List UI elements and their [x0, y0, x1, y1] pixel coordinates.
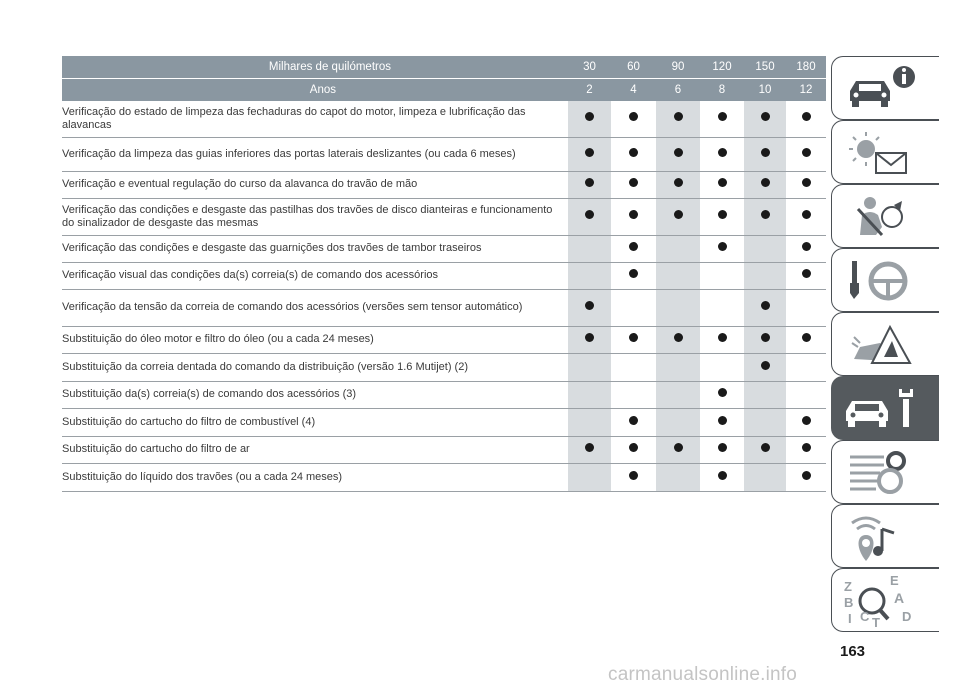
interval-cell	[611, 381, 656, 408]
table-row	[62, 353, 826, 381]
interval-cell	[656, 198, 700, 235]
warning-lights-icon	[832, 121, 940, 185]
row-description: Verificação da limpeza das guias inferiores das portas laterais deslizantes (ou cada 6 meses)	[62, 137, 568, 171]
check-dot	[585, 112, 594, 121]
check-dot	[761, 210, 770, 219]
row-description: Verificação das condições e desgaste das guarnições dos travões de tambor traseiros	[62, 235, 568, 262]
row-description: Substituição do líquido dos travões (ou a cada 24 meses)	[62, 463, 568, 491]
row-description: Substituição do cartucho do filtro de ar	[62, 436, 568, 463]
interval-cell	[700, 198, 744, 235]
interval-cell	[786, 436, 826, 463]
check-dot	[802, 443, 811, 452]
check-dot	[629, 112, 638, 121]
km-header-label: Milhares de quilómetros	[62, 56, 568, 79]
interval-cell	[656, 289, 700, 326]
interval-cell	[744, 326, 786, 353]
interval-cell	[568, 137, 611, 171]
interval-cell	[656, 262, 700, 289]
table-row	[62, 436, 826, 463]
interval-cell	[700, 463, 744, 491]
interval-cell	[656, 436, 700, 463]
check-dot	[674, 178, 683, 187]
check-dot	[761, 301, 770, 310]
check-dot	[629, 242, 638, 251]
interval-cell	[611, 137, 656, 171]
tab-car-info[interactable]	[831, 56, 939, 120]
row-description: Verificação do estado de limpeza das fechaduras do capot do motor, limpeza e lubrificação das alavancas	[62, 101, 568, 137]
row-description: Verificação e eventual regulação do curso da alavanca do travão de mão	[62, 171, 568, 198]
check-dot	[629, 269, 638, 278]
interval-cell	[700, 262, 744, 289]
row-description: Verificação das condições e desgaste das pastilhas dos travões de disco dianteiras e funcionamento do sinalizador de desgaste das mesmas	[62, 198, 568, 235]
interval-cell	[568, 326, 611, 353]
interval-cell	[656, 353, 700, 381]
interval-cell	[700, 353, 744, 381]
index-letter: I	[848, 611, 852, 626]
interval-cell	[656, 408, 700, 436]
interval-cell	[656, 326, 700, 353]
interval-cell	[744, 262, 786, 289]
year-value: 6	[656, 79, 700, 102]
interval-cell	[568, 101, 611, 137]
interval-cell	[568, 171, 611, 198]
check-dot	[718, 471, 727, 480]
index-letter: D	[902, 609, 912, 624]
interval-cell	[700, 289, 744, 326]
interval-cell	[568, 353, 611, 381]
interval-cell	[744, 408, 786, 436]
car-maintenance-icon	[832, 377, 940, 441]
year-value: 2	[568, 79, 611, 102]
check-dot	[802, 242, 811, 251]
check-dot	[802, 333, 811, 342]
index-letter: C	[860, 609, 870, 624]
tab-emergency[interactable]	[831, 312, 939, 376]
table-row	[62, 381, 826, 408]
check-dot	[718, 416, 727, 425]
table-row	[62, 262, 826, 289]
interval-cell	[700, 326, 744, 353]
check-dot	[718, 178, 727, 187]
interval-cell	[656, 381, 700, 408]
check-dot	[802, 178, 811, 187]
emergency-icon	[832, 313, 940, 377]
km-value: 30	[568, 56, 611, 79]
check-dot	[585, 301, 594, 310]
interval-cell	[700, 101, 744, 137]
check-dot	[718, 242, 727, 251]
year-value: 4	[611, 79, 656, 102]
check-dot	[718, 333, 727, 342]
years-header-row	[62, 79, 826, 102]
check-dot	[802, 210, 811, 219]
index-letter: T	[872, 615, 880, 630]
row-description: Substituição do óleo motor e filtro do óleo (ou a cada 24 meses)	[62, 326, 568, 353]
row-description: Substituição do cartucho do filtro de combustível (4)	[62, 408, 568, 436]
check-dot	[718, 443, 727, 452]
interval-cell	[656, 463, 700, 491]
technical-data-icon	[832, 441, 940, 505]
check-dot	[629, 443, 638, 452]
check-dot	[718, 148, 727, 157]
interval-cell	[611, 262, 656, 289]
check-dot	[629, 416, 638, 425]
check-dot	[674, 112, 683, 121]
check-dot	[674, 443, 683, 452]
interval-cell	[568, 436, 611, 463]
interval-cell	[656, 101, 700, 137]
check-dot	[761, 148, 770, 157]
check-dot	[802, 112, 811, 121]
interval-cell	[744, 289, 786, 326]
interval-cell	[611, 171, 656, 198]
check-dot	[629, 210, 638, 219]
interval-cell	[786, 408, 826, 436]
airbag-safety-icon	[832, 185, 940, 249]
interval-cell	[786, 101, 826, 137]
km-value: 60	[611, 56, 656, 79]
interval-cell	[700, 171, 744, 198]
interval-cell	[786, 289, 826, 326]
interval-cell	[656, 137, 700, 171]
table-row	[62, 198, 826, 235]
car-info-icon	[832, 57, 940, 121]
interval-cell	[744, 235, 786, 262]
interval-cell	[786, 463, 826, 491]
interval-cell	[568, 289, 611, 326]
km-value: 150	[744, 56, 786, 79]
interval-cell	[611, 101, 656, 137]
year-value: 10	[744, 79, 786, 102]
interval-cell	[611, 353, 656, 381]
check-dot	[802, 269, 811, 278]
interval-cell	[786, 262, 826, 289]
check-dot	[718, 210, 727, 219]
table-row	[62, 463, 826, 491]
check-dot	[761, 443, 770, 452]
check-dot	[802, 471, 811, 480]
tab-car-maintenance[interactable]	[831, 376, 939, 440]
tab-airbag-safety[interactable]	[831, 184, 939, 248]
check-dot	[802, 416, 811, 425]
km-value: 90	[656, 56, 700, 79]
year-value: 12	[786, 79, 826, 102]
years-header-label: Anos	[62, 79, 568, 102]
km-value: 120	[700, 56, 744, 79]
index-letter: A	[894, 590, 905, 606]
interval-cell	[611, 289, 656, 326]
check-dot	[674, 148, 683, 157]
interval-cell	[700, 381, 744, 408]
multimedia-icon	[832, 505, 940, 569]
page-number: 163	[840, 643, 866, 660]
interval-cell	[744, 171, 786, 198]
check-dot	[761, 361, 770, 370]
index-letter: E	[890, 573, 899, 588]
check-dot	[585, 148, 594, 157]
interval-cell	[744, 381, 786, 408]
interval-cell	[786, 353, 826, 381]
watermark: carmanualsonline.info	[608, 664, 798, 685]
interval-cell	[611, 235, 656, 262]
interval-cell	[611, 326, 656, 353]
interval-cell	[656, 235, 700, 262]
interval-cell	[568, 408, 611, 436]
row-description: Verificação visual das condições da(s) correia(s) de comando dos acessórios	[62, 262, 568, 289]
interval-cell	[744, 463, 786, 491]
interval-cell	[611, 436, 656, 463]
km-value: 180	[786, 56, 826, 79]
tab-multimedia[interactable]	[831, 504, 939, 568]
interval-cell	[700, 436, 744, 463]
check-dot	[629, 471, 638, 480]
tab-warning-lights[interactable]	[831, 120, 939, 184]
interval-cell	[744, 353, 786, 381]
check-dot	[629, 178, 638, 187]
row-description: Verificação da tensão da correia de comando dos acessórios (versões sem tensor automático)	[62, 289, 568, 326]
interval-cell	[611, 198, 656, 235]
interval-cell	[744, 436, 786, 463]
tab-alphabetical-index[interactable]	[831, 568, 939, 632]
table-row	[62, 101, 826, 137]
interval-cell	[786, 235, 826, 262]
interval-cell	[568, 463, 611, 491]
check-dot	[585, 178, 594, 187]
tab-steering-key[interactable]	[831, 248, 939, 312]
interval-cell	[786, 137, 826, 171]
year-value: 8	[700, 79, 744, 102]
check-dot	[585, 210, 594, 219]
check-dot	[629, 148, 638, 157]
check-dot	[585, 333, 594, 342]
interval-cell	[568, 198, 611, 235]
table-row	[62, 408, 826, 436]
interval-cell	[786, 171, 826, 198]
table-row	[62, 289, 826, 326]
check-dot	[761, 178, 770, 187]
check-dot	[718, 388, 727, 397]
interval-cell	[611, 408, 656, 436]
check-dot	[718, 112, 727, 121]
interval-cell	[568, 262, 611, 289]
steering-key-icon	[832, 249, 940, 313]
interval-cell	[700, 137, 744, 171]
km-header-row	[62, 56, 826, 79]
maintenance-schedule-table	[62, 56, 826, 492]
check-dot	[674, 333, 683, 342]
alphabetical-index-icon	[832, 569, 940, 633]
interval-cell	[786, 326, 826, 353]
check-dot	[629, 333, 638, 342]
interval-cell	[568, 381, 611, 408]
schedule-rows	[62, 101, 826, 491]
check-dot	[585, 443, 594, 452]
interval-cell	[786, 381, 826, 408]
check-dot	[761, 333, 770, 342]
interval-cell	[656, 171, 700, 198]
row-description: Substituição da correia dentada do comando da distribuição (versão 1.6 Mutijet) (2)	[62, 353, 568, 381]
row-description: Substituição da(s) correia(s) de comando dos acessórios (3)	[62, 381, 568, 408]
interval-cell	[568, 235, 611, 262]
tab-technical-data[interactable]	[831, 440, 939, 504]
interval-cell	[700, 408, 744, 436]
interval-cell	[744, 198, 786, 235]
interval-cell	[744, 101, 786, 137]
table-row	[62, 137, 826, 171]
interval-cell	[611, 463, 656, 491]
table-row	[62, 171, 826, 198]
interval-cell	[786, 198, 826, 235]
table-row	[62, 235, 826, 262]
check-dot	[674, 210, 683, 219]
check-dot	[761, 112, 770, 121]
index-letter: B	[844, 595, 854, 610]
table-row	[62, 326, 826, 353]
interval-cell	[700, 235, 744, 262]
interval-cell	[744, 137, 786, 171]
index-letter: Z	[844, 579, 852, 594]
check-dot	[802, 148, 811, 157]
